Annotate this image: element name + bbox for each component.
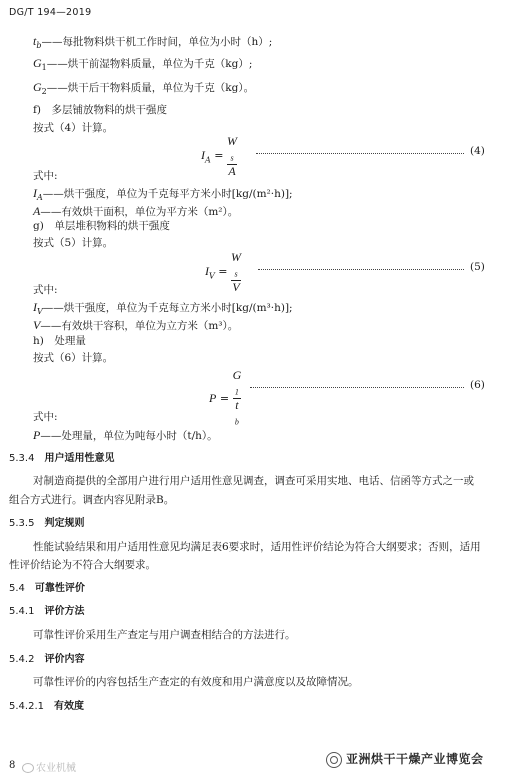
- section-paragraph: 性能试验结果和用户适用性意见均满足表6要求时，适用性评价结论为符合大纲要求；否则，适用: [33, 541, 481, 553]
- section-heading-5-4-2-1: 5.4.2.1 有效度: [9, 701, 84, 712]
- section-heading-5-3-5: 5.3.5 判定规则: [9, 518, 85, 529]
- section-heading-5-4: 5.4 可靠性评价: [9, 583, 85, 594]
- standard-number: DG/T 194—2019: [9, 7, 92, 18]
- leader-dots: [250, 387, 464, 388]
- equation-number: (5): [470, 261, 485, 273]
- section-paragraph: 性评价结论为不符合大纲要求。: [9, 559, 156, 571]
- equation-number: (4): [470, 145, 485, 157]
- def-p: P——处理量，单位为吨每小时（t/h）。: [33, 428, 218, 442]
- def-v: V——有效烘干容积，单位为立方米（m³）。: [33, 318, 239, 332]
- item-g-calc: 按式（5）计算。: [33, 237, 114, 249]
- def-ia: $I_A——$烘干强度，单位为千克每平方米小时[kg/(m²·h)];: [33, 186, 293, 203]
- def-g1: $G_1——$烘干前湿物料质量，单位为千克（kg）;: [33, 56, 253, 73]
- section-paragraph: 可靠性评价的内容包括生产查定的有效度和用户满意度以及故障情况。: [33, 676, 359, 688]
- section-paragraph: 可靠性评价采用生产查定与用户调查相结合的方法进行。: [33, 629, 296, 641]
- equation-4: $I_A$ = W $_s$ A: [201, 134, 237, 179]
- def-a: A——有效烘干面积，单位为平方米（m²）。: [33, 204, 239, 218]
- equation-5: $I_V$ = W $_s$ V: [205, 250, 241, 295]
- leader-dots: [256, 153, 464, 154]
- section-heading-5-3-4: 5.3.4 用户适用性意见: [9, 453, 115, 464]
- item-h-calc: 按式（6）计算。: [33, 352, 114, 364]
- wechat-icon: [22, 763, 34, 773]
- item-g-title: g) 单层堆积物料的烘干强度: [33, 220, 170, 232]
- item-f-title: f) 多层铺放物料的烘干强度: [33, 104, 167, 116]
- def-tb: $t_b——$每批物料烘干机工作时间，单位为小时（h）;: [33, 34, 273, 51]
- section-paragraph: 对制造商提供的全部用户进行用户适用性意见调查，调查可采用实地、电话、信函等方式之一或: [33, 475, 474, 487]
- where-label: 式中:: [33, 170, 58, 182]
- item-f-calc: 按式（4）计算。: [33, 122, 114, 134]
- def-g2: $G_2——$烘干后干物料质量，单位为千克（kg）。: [33, 80, 255, 97]
- watermark-right: 亚洲烘干干燥产业博览会: [326, 750, 484, 768]
- leader-dots: [258, 269, 464, 270]
- watermark-left: 农业机械: [22, 759, 76, 774]
- wechat-logo-icon: [326, 752, 342, 768]
- equation-6: P = G $_1$ t $_b$: [209, 368, 242, 427]
- item-h-title: h) 处理量: [33, 335, 86, 347]
- section-paragraph: 组合方式进行。调查内容见附录B。: [9, 494, 175, 506]
- section-heading-5-4-2: 5.4.2 评价内容: [9, 654, 85, 665]
- section-heading-5-4-1: 5.4.1 评价方法: [9, 606, 85, 617]
- where-label: 式中:: [33, 411, 58, 423]
- def-iv: $I_V——$烘干强度，单位为千克每立方米小时[kg/(m³·h)];: [33, 300, 293, 317]
- equation-number: (6): [470, 379, 485, 391]
- page-number: 8: [9, 760, 16, 771]
- where-label: 式中:: [33, 284, 58, 296]
